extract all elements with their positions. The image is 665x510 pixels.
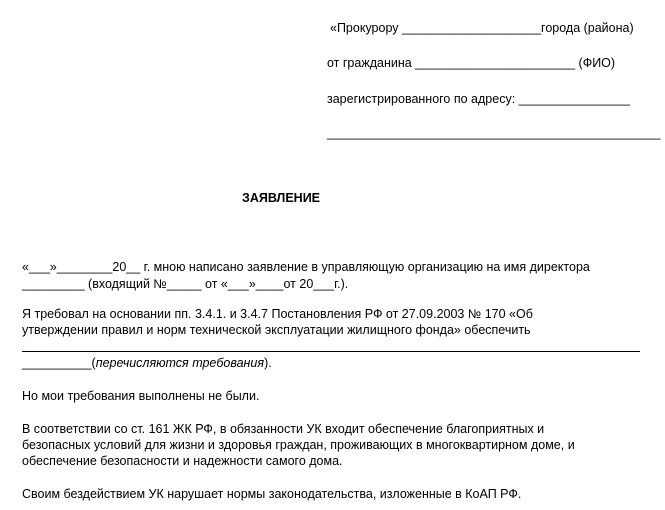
paragraph-4-line-2: безопасных условий для жизни и здоровья граждан, проживающих в многоквартирном доме, и [22, 438, 575, 452]
paragraph-4-line-1: В соответствии со ст. 161 ЖК РФ, в обязанности УК входит обеспечение благоприятных и [22, 422, 545, 436]
document-title: ЗАЯВЛЕНИЕ [242, 191, 321, 205]
paragraph-2-line-4 [22, 355, 272, 371]
paragraph-1-line-2: _________ (входящий №_____ от «___»____от 20___г.). [22, 277, 349, 291]
requirements-hint: перечисляются требования [95, 356, 265, 370]
paragraph-2-line-1: Я требовал на основании пп. 3.4.1. и 3.4.7 Постановления РФ от 27.09.2003 № 170 «Об [22, 307, 533, 321]
paragraph-2-line-2: утверждении правил и норм технической эксплуатации жилищного фонда» обеспечить [22, 323, 531, 337]
citizen-name-line: от гражданина _______________________ (ФИО) [327, 56, 616, 70]
address-line: зарегистрированного по адресу: ________________ [327, 92, 630, 106]
requirements-suffix: ). [264, 356, 272, 370]
address-continuation-line: ___________________________________________________ [327, 126, 661, 140]
prosecutor-line: «Прокурору ____________________города (района) [330, 21, 634, 35]
requirements-prefix: __________( [22, 356, 96, 370]
paragraph-4-line-3: обеспечение безопасности и надежности самого дома. [22, 454, 343, 468]
paragraph-5: Своим бездействием УК нарушает нормы законодательства, изложенные в КоАП РФ. [22, 487, 522, 501]
paragraph-3: Но мои требования выполнены не были. [22, 389, 260, 403]
paragraph-1-line-1: «___»________20__ г. мною написано заявление в управляющую организацию на имя директора [22, 260, 590, 274]
requirements-blank-rule [22, 351, 640, 352]
